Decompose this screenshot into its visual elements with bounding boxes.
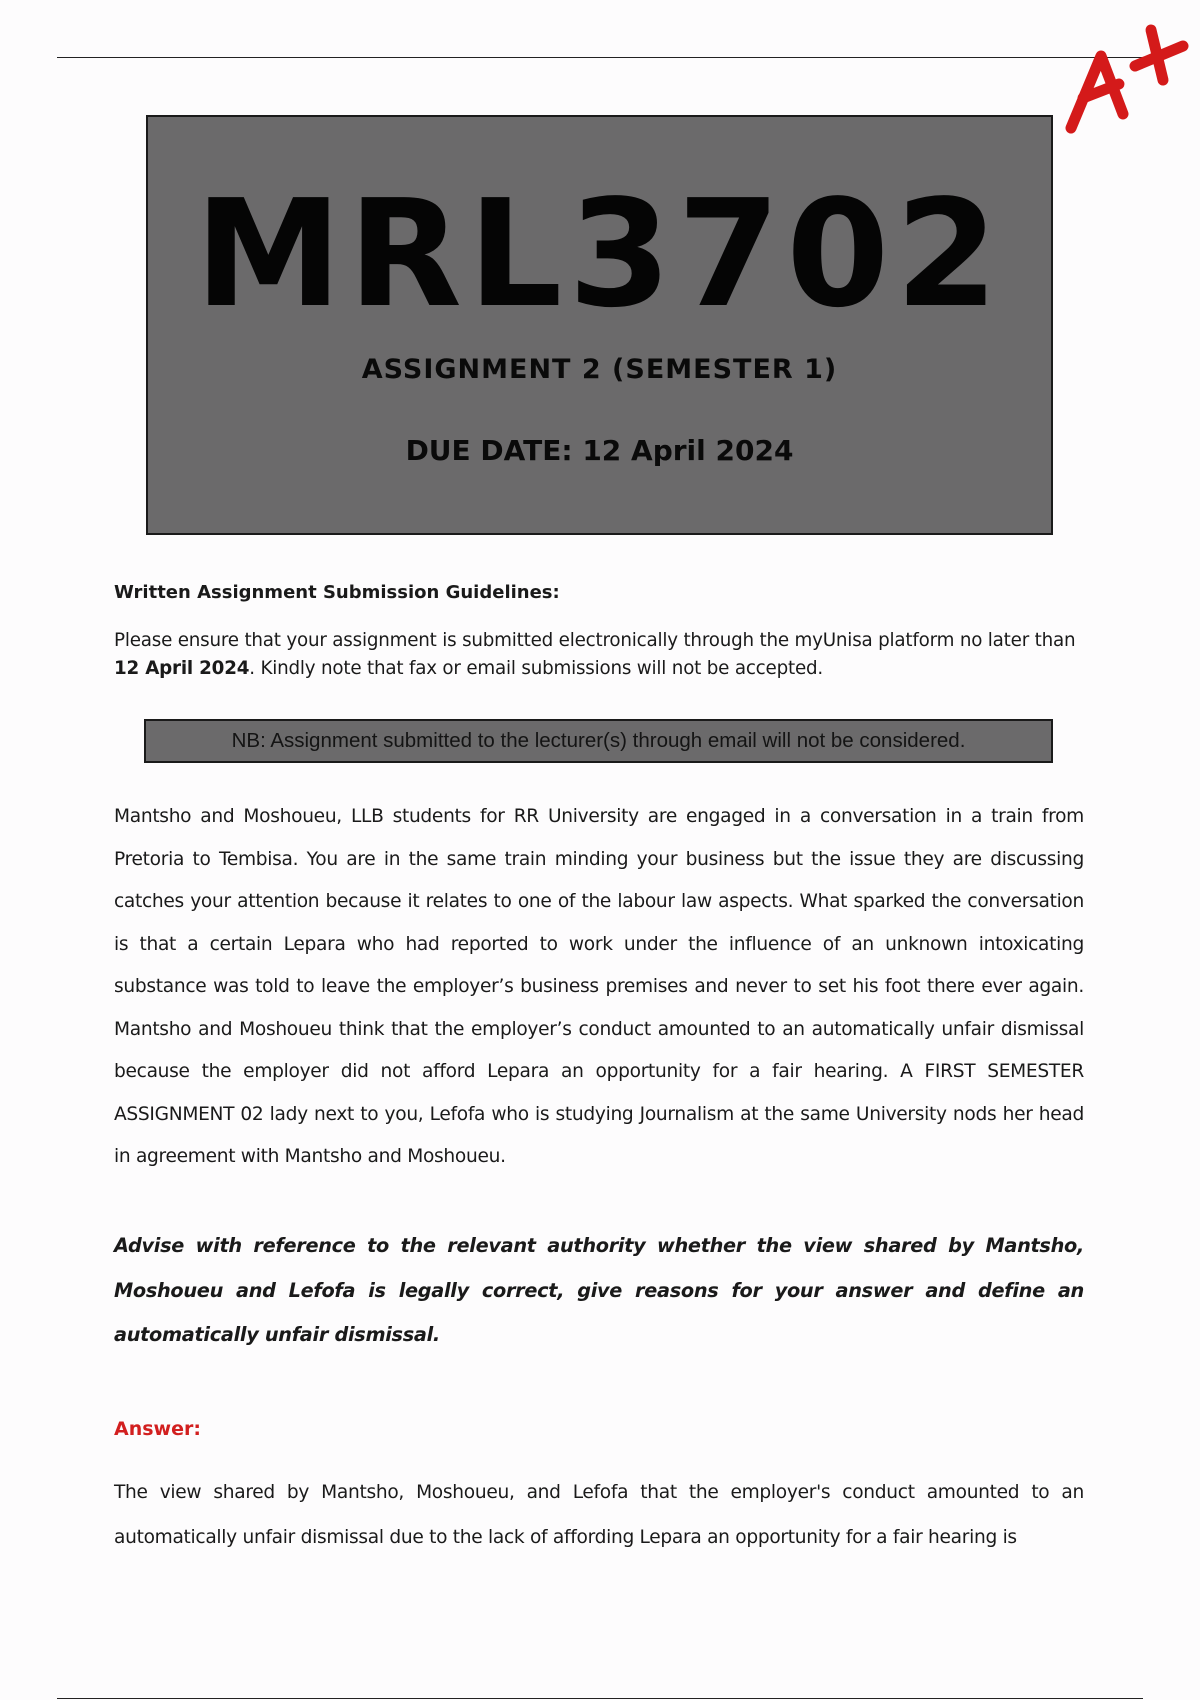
course-code: MRL3702 [194,168,1005,340]
question-paragraph: Advise with reference to the relevant authority whether the view shared by Mantsho, Moshoueu and Lefofa is legally correct, give reasons for your answer and define an automatically unfair dismissal. [114,1234,1084,1346]
guidelines-due-date: 12 April 2024 [114,658,250,679]
grade-a-plus-stamp [1063,22,1193,142]
cover-banner [146,115,1053,535]
guidelines-body-prefix: Please ensure that your assignment is submitted electronically through the myUnisa platform no later than [114,630,1076,651]
guidelines-body [114,627,1084,683]
bottom-rule [57,1698,1143,1699]
scenario-paragraph: Mantsho and Moshoueu, LLB students for RR University are engaged in a conversation in a train from Pretoria to Tembisa. You are in the same train minding your business but the issue they are discussing catches your attention because it relates to one of the labour law aspects. What sparked the conversation is that a certain Lepara who had reported to work under the influence of an unknown intoxicating substance was told to leave the employer’s business premises and never to set his foot there ever again. Mantsho and Moshoueu think that the employer’s conduct amounted to an automatically unfair dismissal because the employer did not afford Lepara an opportunity for a fair hearing. A FIRST SEMESTER ASSIGNMENT 02 lady next to you, Lefofa who is studying Journalism at the same University nods her head in agreement with Mantsho and Moshoueu. [114,806,1084,1167]
email-submission-notice: NB: Assignment submitted to the lecturer(s) through email will not be considered. [144,719,1053,763]
answer-label: Answer: [114,1418,201,1440]
assignment-title: ASSIGNMENT 2 (SEMESTER 1) [361,354,838,385]
due-date: DUE DATE: 12 April 2024 [405,434,794,467]
guidelines-heading: Written Assignment Submission Guidelines: [114,582,560,603]
top-rule [57,57,1143,58]
guidelines-body-suffix: . Kindly note that fax or email submissions will not be accepted. [249,658,824,679]
answer-paragraph: The view shared by Mantsho, Moshoueu, and Lefofa that the employer's conduct amounted to an automatically unfair dismissal due to the lack of affording Lepara an opportunity for a fair hearing is [114,1482,1084,1548]
